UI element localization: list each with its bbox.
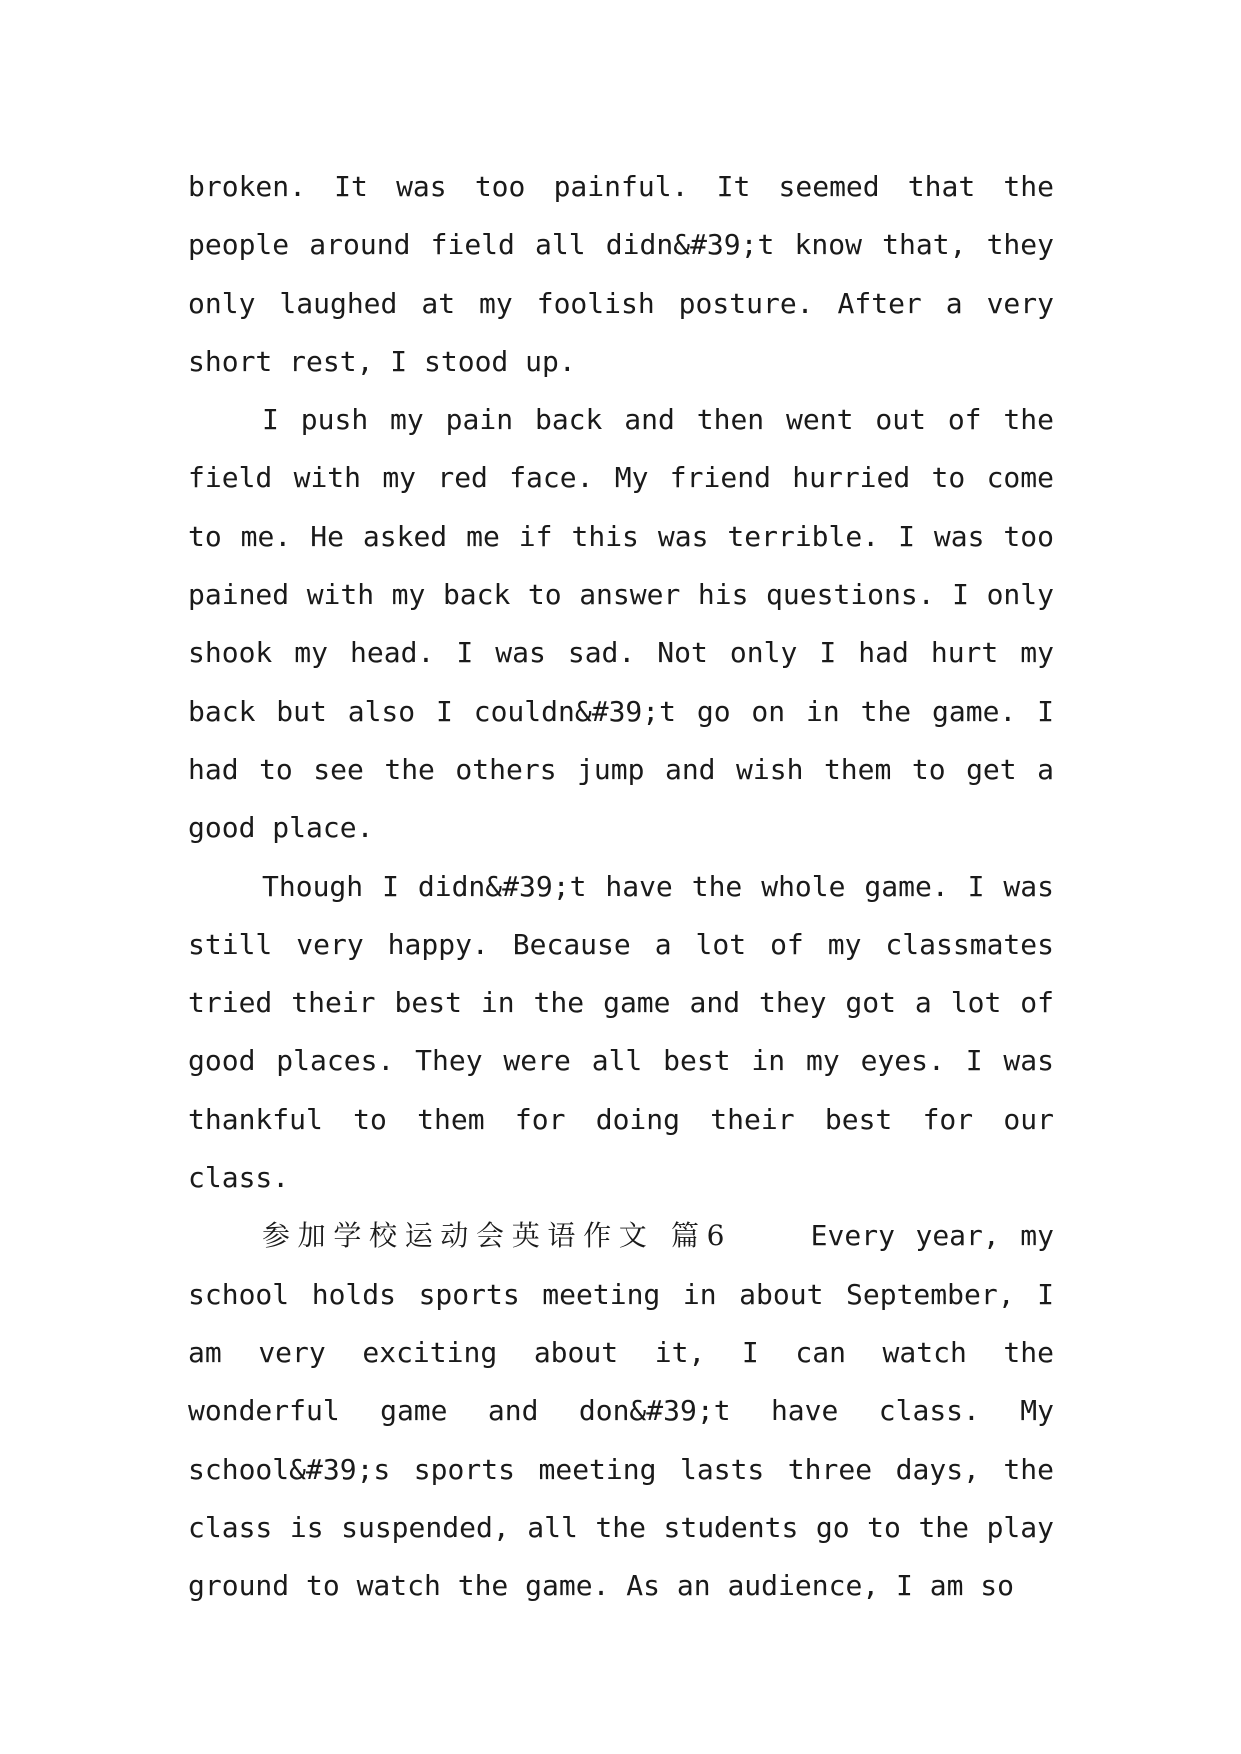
paragraph-essay-6	[188, 1207, 1054, 1615]
paragraph-field-exit: I push my pain back and then went out of the field with my red face. My friend hurried to come to me. He asked me if this was terrible. I was too pained with my back to answer his questions. I only shook my head. I was sad. Not only I had hurt my back but also I couldn&#39;t go on in the game. I had to see the others jump and wish them to get a good place.	[188, 403, 1054, 845]
document-body	[188, 158, 1054, 1615]
essay-heading: 参加学校运动会英语作文 篇6	[262, 1219, 729, 1253]
paragraph-continued: broken. It was too painful. It seemed that the people around field all didn&#39;t know that, they only laughed at my foolish posture. After a very short rest, I stood up.	[188, 170, 1054, 378]
essay-6-text: Every year, my school holds sports meeting in about September, I am very exciting about it, I can watch the wonderful game and don&#39;t have class. My school&#39;s sports meeting lasts three days, the class is suspended, all the students go to the play ground to watch the game. As an audience, I am so	[188, 1219, 1054, 1603]
paragraph-classmates: Though I didn&#39;t have the whole game. I was still very happy. Because a lot of my classmates tried their best in the game and they got a lot of good places. They were all best in my eyes. I was thankful to them for doing their best for our class.	[188, 869, 1054, 1195]
